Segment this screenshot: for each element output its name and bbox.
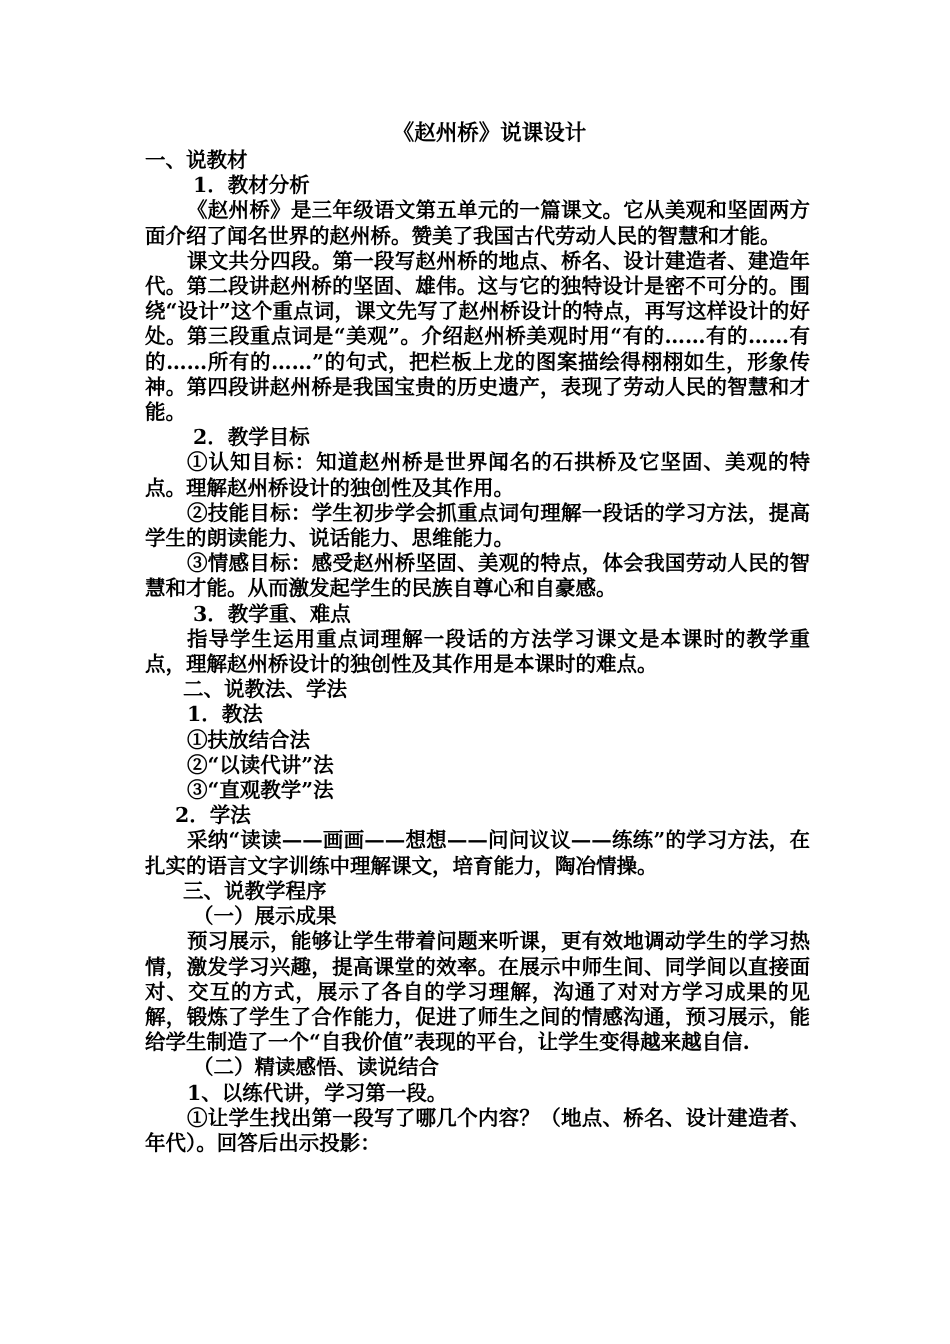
method-item: ③“直观教学”法 (187, 778, 334, 803)
goal-item: ①认知目标：知道赵州桥是世界闻名的石拱桥及它坚固、美观的特点。理解赵州桥设计的独创性及其作用。 (145, 450, 810, 500)
subheading-teaching-goals: 2．教学目标 (193, 425, 310, 450)
paragraph: 课文共分四段。第一段写赵州桥的地点、桥名、设计建造者、建造年代。第二段讲赵州桥的坚固、雄伟。这与它的独特设计是密不可分的。围绕“设计”这个重点词，课文先写了赵州桥设计的特点，再写这样设计的好处。第三段重点词是“美观”。介绍赵州桥美观时用“有的……有的……有的……所有的……”的句式，把栏板上龙的图案描绘得栩栩如生，形象传神。第四段讲赵州桥是我国宝贵的历史遗产，表现了劳动人民的智慧和才能。 (145, 248, 810, 425)
document-page (145, 120, 810, 1156)
paragraph: 指导学生运用重点词理解一段话的方法学习课文是本课时的教学重点，理解赵州桥设计的独创性及其作用是本课时的难点。 (145, 626, 810, 677)
section-heading-3: 三、说教学程序 (183, 878, 327, 903)
subheading-show-results: （一）展示成果 (193, 904, 337, 929)
paragraph: 预习展示，能够让学生带着问题来听课，更有效地调动学生的学习热情，激发学习兴趣，提高课堂的效率。在展示中师生间、同学间以直接面对、交互的方式，展示了各自的学习理解，沟通了对对方学习成果的见解，锻炼了学生了合作能力，促进了师生之间的情感沟通，预习展示，能给学生制造了一个“自我价值”表现的平台，让学生变得越来越自信. (145, 929, 810, 1055)
goal-item: ③情感目标：感受赵州桥坚固、美观的特点，体会我国劳动人民的智慧和才能。从而激发起学生的民族自尊心和自豪感。 (145, 551, 810, 601)
subheading-material-analysis: 1．教材分析 (193, 173, 310, 198)
section-heading-2: 二、说教法、学法 (183, 677, 347, 702)
subheading-learning-method: 2．学法 (175, 803, 251, 828)
subheading-close-reading: （二）精读感悟、读说结合 (193, 1055, 439, 1080)
goal-item: ②技能目标：学生初步学会抓重点词句理解一段话的学习方法，提高学生的朗读能力、说话能力、思维能力。 (145, 500, 810, 551)
document-title: 《赵州桥》说课设计 (392, 121, 587, 146)
paragraph: 采纳“读读——画画——想想——问问议议——练练”的学习方法，在扎实的语言文字训练中理解课文，培育能力，陶冶情操。 (145, 828, 810, 878)
method-item: ②“以读代讲”法 (187, 752, 334, 777)
subheading-paragraph-one: 1、以练代讲，学习第一段。 (187, 1080, 448, 1105)
section-heading-1: 一、说教材 (145, 148, 248, 172)
paragraph: ①让学生找出第一段写了哪几个内容？（地点、桥名、设计建造者、年代）。回答后出示投影： (145, 1105, 810, 1155)
subheading-teaching-method: 1．教法 (187, 702, 263, 727)
subheading-key-points: 3．教学重、难点 (193, 601, 351, 626)
paragraph: 《赵州桥》是三年级语文第五单元的一篇课文。它从美观和坚固两方面介绍了闻名世界的赵州桥。赞美了我国古代劳动人民的智慧和才能。 (145, 198, 810, 248)
method-item: ①扶放结合法 (187, 727, 310, 752)
